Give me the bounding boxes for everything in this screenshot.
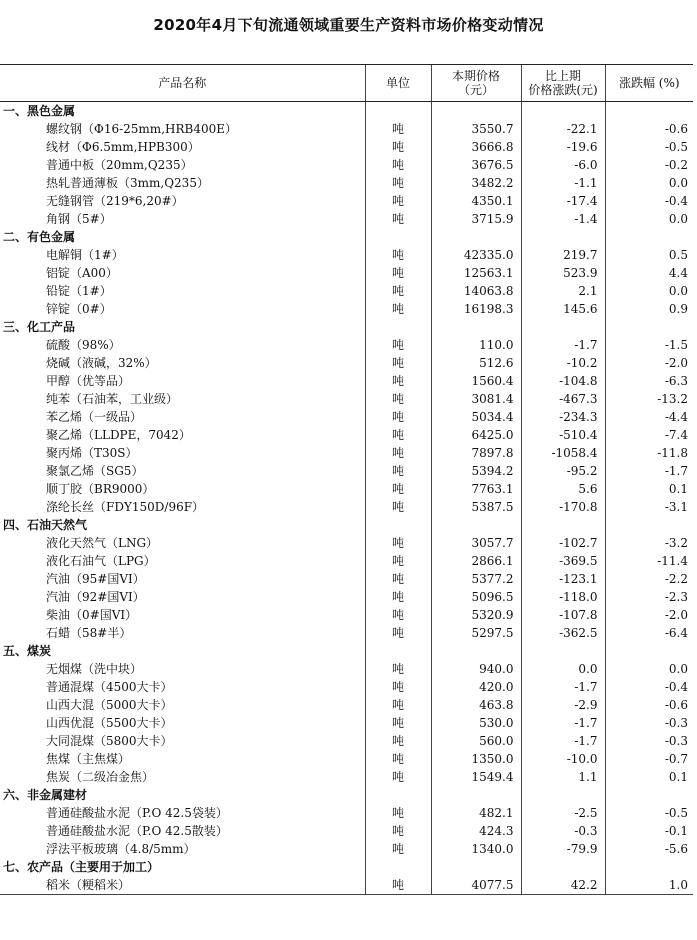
change-percent: 0.0 — [605, 282, 693, 300]
empty-cell — [431, 786, 521, 804]
unit-cell: 吨 — [365, 876, 431, 895]
product-name: 浮法平板玻璃（4.8/5mm） — [46, 842, 196, 856]
current-price: 42335.0 — [431, 246, 521, 264]
table-row — [0, 390, 693, 408]
product-name: 线材（Φ6.5mm,HPB300） — [46, 140, 200, 154]
product-name: 螺纹钢（Φ16-25mm,HRB400E） — [46, 122, 237, 136]
table-row — [0, 588, 693, 606]
product-name: 角钢（5#） — [46, 212, 112, 226]
empty-cell — [365, 858, 431, 876]
price-change: -10.2 — [521, 354, 605, 372]
unit-cell: 吨 — [365, 678, 431, 696]
table-row — [0, 120, 693, 138]
price-change: -107.8 — [521, 606, 605, 624]
product-name: 聚氯乙烯（SG5） — [46, 464, 144, 478]
empty-cell — [365, 786, 431, 804]
empty-cell — [605, 642, 693, 660]
product-name: 稻米（粳稻米） — [0, 876, 365, 895]
unit-cell: 吨 — [365, 138, 431, 156]
table-body — [0, 102, 693, 895]
empty-cell — [605, 786, 693, 804]
section-title: 七、农产品（主要用于加工） — [3, 860, 160, 874]
table-row — [0, 354, 693, 372]
change-percent: -3.2 — [605, 534, 693, 552]
change-percent: -2.3 — [605, 588, 693, 606]
product-name: 电解铜（1#） — [46, 248, 124, 262]
unit-cell: 吨 — [365, 588, 431, 606]
table-row — [0, 246, 693, 264]
price-change: -1.1 — [521, 174, 605, 192]
current-price: 463.8 — [431, 696, 521, 714]
unit-cell: 吨 — [365, 804, 431, 822]
product-name: 无烟煤（洗中块） — [46, 662, 143, 676]
product-name: 汽油（95#国VI） — [46, 572, 145, 586]
empty-cell — [605, 228, 693, 246]
change-percent: -0.7 — [605, 750, 693, 768]
price-change: -234.3 — [521, 408, 605, 426]
product-name: 焦炭（二级冶金焦） — [46, 770, 155, 784]
change-percent: -1.7 — [605, 462, 693, 480]
price-change: 42.2 — [521, 876, 605, 895]
table-row — [0, 426, 693, 444]
current-price: 3057.7 — [431, 534, 521, 552]
table-row — [0, 624, 693, 642]
table-row — [0, 282, 693, 300]
empty-cell — [521, 102, 605, 121]
empty-cell — [521, 858, 605, 876]
price-change: -2.9 — [521, 696, 605, 714]
unit-cell: 吨 — [365, 462, 431, 480]
price-change: -1.7 — [521, 678, 605, 696]
header-current-price-line2: （元） — [457, 83, 494, 97]
current-price: 3676.5 — [431, 156, 521, 174]
unit-cell: 吨 — [365, 210, 431, 228]
current-price: 1350.0 — [431, 750, 521, 768]
price-change: -170.8 — [521, 498, 605, 516]
change-percent: 1.0 — [605, 876, 693, 895]
product-name: 大同混煤（5800大卡） — [46, 734, 173, 748]
table-row — [0, 696, 693, 714]
product-name: 汽油（92#国VI） — [46, 590, 145, 604]
change-percent: -13.2 — [605, 390, 693, 408]
current-price: 2866.1 — [431, 552, 521, 570]
product-name: 铝锭（A00） — [46, 266, 118, 280]
current-price: 5387.5 — [431, 498, 521, 516]
table-row — [0, 822, 693, 840]
change-percent: 0.9 — [605, 300, 693, 318]
price-change: -95.2 — [521, 462, 605, 480]
empty-cell — [365, 102, 431, 121]
unit-cell: 吨 — [365, 750, 431, 768]
table-row — [0, 192, 693, 210]
unit-cell: 吨 — [365, 534, 431, 552]
unit-cell: 吨 — [365, 174, 431, 192]
current-price: 3715.9 — [431, 210, 521, 228]
unit-cell: 吨 — [365, 390, 431, 408]
current-price: 16198.3 — [431, 300, 521, 318]
current-price: 5377.2 — [431, 570, 521, 588]
table-row — [0, 372, 693, 390]
price-change: -510.4 — [521, 426, 605, 444]
table-row — [0, 300, 693, 318]
product-name: 顺丁胶（BR9000） — [46, 482, 155, 496]
empty-cell — [605, 318, 693, 336]
empty-cell — [521, 516, 605, 534]
product-name: 热轧普通薄板（3mm,Q235） — [46, 176, 209, 190]
change-percent: -0.4 — [605, 192, 693, 210]
current-price: 12563.1 — [431, 264, 521, 282]
current-price: 1549.4 — [431, 768, 521, 786]
section-title: 一、黑色金属 — [3, 104, 76, 118]
unit-cell: 吨 — [365, 768, 431, 786]
unit-cell: 吨 — [365, 822, 431, 840]
price-change: -1.7 — [521, 714, 605, 732]
change-percent: -0.5 — [605, 138, 693, 156]
current-price: 5096.5 — [431, 588, 521, 606]
empty-cell — [365, 642, 431, 660]
empty-cell — [431, 516, 521, 534]
change-percent: -2.0 — [605, 354, 693, 372]
price-table — [0, 64, 693, 895]
table-row — [0, 750, 693, 768]
table-row — [0, 660, 693, 678]
current-price: 940.0 — [431, 660, 521, 678]
table-row — [0, 156, 693, 174]
change-percent: -0.3 — [605, 732, 693, 750]
table-row — [0, 840, 693, 858]
price-change: -467.3 — [521, 390, 605, 408]
empty-cell — [365, 318, 431, 336]
price-change: -369.5 — [521, 552, 605, 570]
current-price: 560.0 — [431, 732, 521, 750]
current-price: 424.3 — [431, 822, 521, 840]
price-change: 145.6 — [521, 300, 605, 318]
price-change: 0.0 — [521, 660, 605, 678]
unit-cell: 吨 — [365, 840, 431, 858]
change-percent: -11.4 — [605, 552, 693, 570]
section-title: 四、石油天然气 — [3, 518, 88, 532]
header-price-change-line1: 比上期 — [544, 69, 581, 83]
table-row — [0, 174, 693, 192]
price-change: -123.1 — [521, 570, 605, 588]
section-row — [0, 516, 693, 534]
unit-cell: 吨 — [365, 372, 431, 390]
section-row — [0, 642, 693, 660]
section-title: 三、化工产品 — [3, 320, 76, 334]
price-change: -1.4 — [521, 210, 605, 228]
table-row — [0, 210, 693, 228]
price-change: -104.8 — [521, 372, 605, 390]
unit-cell: 吨 — [365, 570, 431, 588]
unit-cell: 吨 — [365, 408, 431, 426]
header-change-percent: 涨跌幅 (%) — [605, 65, 693, 102]
section-row — [0, 228, 693, 246]
price-change: -79.9 — [521, 840, 605, 858]
change-percent: -0.6 — [605, 696, 693, 714]
unit-cell: 吨 — [365, 120, 431, 138]
change-percent: -11.8 — [605, 444, 693, 462]
change-percent: -6.4 — [605, 624, 693, 642]
product-name: 苯乙烯（一级品） — [46, 410, 143, 424]
header-current-price-line1: 本期价格 — [451, 69, 500, 83]
product-name: 液化石油气（LPG） — [46, 554, 156, 568]
table-row — [0, 714, 693, 732]
change-percent: 0.0 — [605, 174, 693, 192]
unit-cell: 吨 — [365, 246, 431, 264]
change-percent: -2.2 — [605, 570, 693, 588]
price-change: 1.1 — [521, 768, 605, 786]
table-row — [0, 264, 693, 282]
unit-cell: 吨 — [365, 624, 431, 642]
section-title: 二、有色金属 — [3, 230, 76, 244]
empty-cell — [431, 642, 521, 660]
empty-cell — [521, 318, 605, 336]
unit-cell: 吨 — [365, 282, 431, 300]
unit-cell: 吨 — [365, 606, 431, 624]
header-current-price — [431, 65, 521, 102]
header-product-name: 产品名称 — [0, 65, 365, 102]
current-price: 7763.1 — [431, 480, 521, 498]
change-percent: -0.1 — [605, 822, 693, 840]
change-percent: -0.2 — [605, 156, 693, 174]
unit-cell: 吨 — [365, 660, 431, 678]
current-price: 482.1 — [431, 804, 521, 822]
table-row — [0, 732, 693, 750]
table-row — [0, 570, 693, 588]
change-percent: 0.1 — [605, 768, 693, 786]
empty-cell — [431, 102, 521, 121]
change-percent: -6.3 — [605, 372, 693, 390]
current-price: 530.0 — [431, 714, 521, 732]
table-row — [0, 606, 693, 624]
unit-cell: 吨 — [365, 156, 431, 174]
change-percent: -0.6 — [605, 120, 693, 138]
current-price: 5320.9 — [431, 606, 521, 624]
current-price: 1340.0 — [431, 840, 521, 858]
change-percent: -7.4 — [605, 426, 693, 444]
price-change: -1.7 — [521, 336, 605, 354]
unit-cell: 吨 — [365, 426, 431, 444]
table-row — [0, 336, 693, 354]
product-name: 柴油（0#国VI） — [46, 608, 138, 622]
section-row — [0, 786, 693, 804]
header-unit: 单位 — [365, 65, 431, 102]
price-change: -10.0 — [521, 750, 605, 768]
table-row — [0, 444, 693, 462]
product-name: 山西优混（5500大卡） — [46, 716, 173, 730]
current-price: 3482.2 — [431, 174, 521, 192]
product-name: 液化天然气（LNG） — [46, 536, 159, 550]
change-percent: 0.0 — [605, 210, 693, 228]
price-change: -0.3 — [521, 822, 605, 840]
change-percent: 0.1 — [605, 480, 693, 498]
unit-cell: 吨 — [365, 300, 431, 318]
section-row — [0, 102, 693, 121]
current-price: 7897.8 — [431, 444, 521, 462]
empty-cell — [431, 858, 521, 876]
change-percent: 0.0 — [605, 660, 693, 678]
price-change: 2.1 — [521, 282, 605, 300]
empty-cell — [365, 516, 431, 534]
unit-cell: 吨 — [365, 696, 431, 714]
price-change: -102.7 — [521, 534, 605, 552]
price-change: -118.0 — [521, 588, 605, 606]
table-row — [0, 480, 693, 498]
price-change: 219.7 — [521, 246, 605, 264]
product-name: 焦煤（主焦煤） — [46, 752, 131, 766]
table-row — [0, 804, 693, 822]
empty-cell — [431, 318, 521, 336]
table-row — [0, 498, 693, 516]
change-percent: 4.4 — [605, 264, 693, 282]
price-change: -362.5 — [521, 624, 605, 642]
empty-cell — [431, 228, 521, 246]
current-price: 420.0 — [431, 678, 521, 696]
change-percent: -1.5 — [605, 336, 693, 354]
current-price: 5034.4 — [431, 408, 521, 426]
empty-cell — [521, 786, 605, 804]
change-percent: -0.3 — [605, 714, 693, 732]
product-name: 纯苯（石油苯，工业级） — [46, 392, 179, 406]
product-name: 锌锭（0#） — [46, 302, 112, 316]
current-price: 4077.5 — [431, 876, 521, 895]
current-price: 110.0 — [431, 336, 521, 354]
page-title: 2020年4月下旬流通领域重要生产资料市场价格变动情况 — [153, 16, 544, 34]
unit-cell: 吨 — [365, 498, 431, 516]
empty-cell — [605, 102, 693, 121]
price-change: -22.1 — [521, 120, 605, 138]
header-price-change — [521, 65, 605, 102]
product-name: 无缝钢管（219*6,20#） — [46, 194, 184, 208]
change-percent: -0.5 — [605, 804, 693, 822]
product-name: 铅锭（1#） — [46, 284, 112, 298]
price-change: -6.0 — [521, 156, 605, 174]
unit-cell: 吨 — [365, 192, 431, 210]
change-percent: -4.4 — [605, 408, 693, 426]
empty-cell — [605, 858, 693, 876]
table-row — [0, 552, 693, 570]
change-percent: -0.4 — [605, 678, 693, 696]
product-name: 烧碱（液碱，32%） — [46, 356, 157, 370]
unit-cell: 吨 — [365, 336, 431, 354]
current-price: 1560.4 — [431, 372, 521, 390]
unit-cell: 吨 — [365, 480, 431, 498]
unit-cell: 吨 — [365, 732, 431, 750]
current-price: 3666.8 — [431, 138, 521, 156]
product-name: 聚乙烯（LLDPE，7042） — [46, 428, 191, 442]
change-percent: -3.1 — [605, 498, 693, 516]
product-name: 普通硅酸盐水泥（P.O 42.5散装） — [46, 824, 228, 838]
change-percent: -5.6 — [605, 840, 693, 858]
product-name: 普通中板（20mm,Q235） — [46, 158, 193, 172]
table-row — [0, 678, 693, 696]
unit-cell: 吨 — [365, 354, 431, 372]
price-change: -19.6 — [521, 138, 605, 156]
price-change: 5.6 — [521, 480, 605, 498]
price-change: -2.5 — [521, 804, 605, 822]
current-price: 14063.8 — [431, 282, 521, 300]
empty-cell — [521, 642, 605, 660]
empty-cell — [365, 228, 431, 246]
empty-cell — [521, 228, 605, 246]
table-row — [0, 408, 693, 426]
current-price: 3550.7 — [431, 120, 521, 138]
unit-cell: 吨 — [365, 264, 431, 282]
product-name: 甲醇（优等品） — [46, 374, 131, 388]
section-row — [0, 318, 693, 336]
table-row — [0, 138, 693, 156]
price-change: -17.4 — [521, 192, 605, 210]
price-change: 523.9 — [521, 264, 605, 282]
section-row — [0, 858, 693, 876]
current-price: 3081.4 — [431, 390, 521, 408]
current-price: 5297.5 — [431, 624, 521, 642]
unit-cell: 吨 — [365, 444, 431, 462]
product-name: 聚丙烯（T30S） — [46, 446, 138, 460]
product-name: 山西大混（5000大卡） — [46, 698, 173, 712]
table-row — [0, 462, 693, 480]
current-price: 6425.0 — [431, 426, 521, 444]
current-price: 4350.1 — [431, 192, 521, 210]
price-change: -1.7 — [521, 732, 605, 750]
price-change: -1058.4 — [521, 444, 605, 462]
change-percent: 0.5 — [605, 246, 693, 264]
empty-cell — [605, 516, 693, 534]
change-percent: -2.0 — [605, 606, 693, 624]
product-name: 普通硅酸盐水泥（P.O 42.5袋装） — [46, 806, 228, 820]
header-price-change-line2: 价格涨跌(元) — [528, 83, 598, 97]
table-header — [0, 65, 693, 102]
product-name: 硫酸（98%） — [46, 338, 121, 352]
table-row — [0, 534, 693, 552]
product-name: 石蜡（58#半） — [46, 626, 132, 640]
table-row — [0, 876, 693, 895]
unit-cell: 吨 — [365, 714, 431, 732]
product-name: 涤纶长丝（FDY150D/96F） — [46, 500, 205, 514]
product-name: 普通混煤（4500大卡） — [46, 680, 173, 694]
current-price: 5394.2 — [431, 462, 521, 480]
section-title: 五、煤炭 — [3, 644, 52, 658]
section-title: 六、非金属建材 — [3, 788, 88, 802]
table-row — [0, 768, 693, 786]
unit-cell: 吨 — [365, 552, 431, 570]
current-price: 512.6 — [431, 354, 521, 372]
